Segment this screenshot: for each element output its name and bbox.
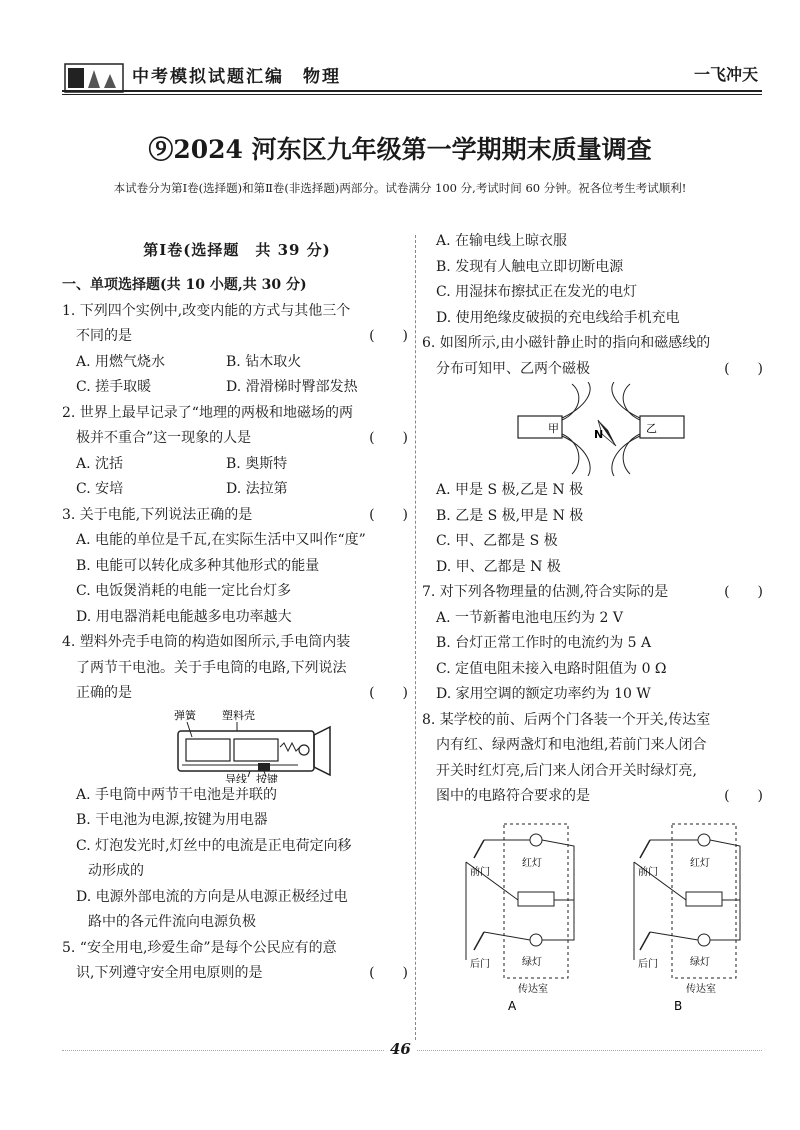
exam-title: ⑨2024 河东区九年级第一学期期末质量调查 bbox=[148, 135, 652, 164]
flashlight-diagram bbox=[62, 707, 412, 783]
answer-blank[interactable]: ( ) bbox=[369, 685, 408, 701]
option-c: C. 电饭煲消耗的电能一定比台灯多 bbox=[76, 583, 292, 599]
circuit-diagrams bbox=[422, 810, 767, 1010]
label-red-lamp-b: 红灯 bbox=[690, 857, 710, 869]
question-stem: 3. 关于电能,下列说法正确的是 ( ) bbox=[62, 503, 412, 529]
question-1 bbox=[62, 299, 412, 401]
option-d: D. 电源外部电流的方向是从电源正极经过电 bbox=[76, 888, 348, 905]
label-room-a: 传达室 bbox=[518, 983, 548, 995]
section-title: 第Ⅰ卷(选择题 共 39 分) bbox=[143, 241, 331, 259]
question-4 bbox=[62, 630, 412, 936]
answer-blank[interactable]: ( ) bbox=[369, 328, 408, 344]
question-stem: 分布可知甲、乙两个磁极 ( ) bbox=[422, 357, 767, 383]
question-stem: 了两节干电池。关于手电筒的电路,下列说法 bbox=[76, 659, 347, 676]
answer-blank[interactable]: ( ) bbox=[724, 360, 763, 377]
question-stem: 不同的是 ( ) bbox=[62, 324, 412, 350]
header-rule bbox=[62, 90, 762, 92]
option-b: B. 台灯正常工作时的电流约为 5 A bbox=[436, 635, 652, 651]
left-column bbox=[62, 233, 412, 987]
header-rule-thin bbox=[62, 94, 762, 95]
option-a: A. 手电筒中两节干电池是并联的 bbox=[76, 786, 278, 803]
header-series-title: 中考模拟试题汇编 物理 bbox=[132, 67, 341, 87]
answer-blank[interactable]: ( ) bbox=[724, 788, 763, 804]
label-shell: 塑料壳 bbox=[222, 708, 255, 722]
question-stem: 8. 某学校的前、后两个门各装一个开关,传达室 bbox=[422, 711, 711, 728]
option-d-cont: 路中的各元件流向电源负极 bbox=[88, 914, 256, 930]
option-b-label: B bbox=[674, 998, 683, 1010]
question-stem: 7. 对下列各物理量的估测,符合实际的是 ( ) bbox=[422, 580, 767, 606]
question-6 bbox=[422, 331, 767, 580]
question-stem: 2. 世界上最早记录了“地理的两极和地磁场的两 bbox=[62, 404, 353, 421]
option-d: D. 法拉第 bbox=[226, 481, 288, 497]
label-back-door-b: 后门 bbox=[638, 958, 658, 970]
option-c: C. 定值电阻未接入电路时阻值为 0 Ω bbox=[436, 660, 667, 677]
exam-instructions: 本试卷分为第Ⅰ卷(选择题)和第Ⅱ卷(非选择题)两部分。试卷满分 100 分,考试时间 60 分钟。祝各位考生考试顺利! bbox=[113, 181, 687, 195]
option-d: D. 使用绝缘皮破损的充电线给手机充电 bbox=[436, 309, 680, 326]
question-stem: 开关时红灯亮,后门来人闭合开关时绿灯亮, bbox=[436, 762, 697, 779]
header-brand: 一飞冲天 bbox=[693, 65, 758, 84]
answer-blank[interactable]: ( ) bbox=[369, 430, 408, 446]
option-c: C. 灯泡发光时,灯丝中的电流是正电荷定向移 bbox=[76, 837, 352, 854]
part-title: 一、单项选择题(共 10 小题,共 30 分) bbox=[62, 277, 307, 293]
option-a: A. 电能的单位是千瓦,在实际生活中又叫作“度” bbox=[76, 532, 366, 548]
circuit-figures bbox=[422, 810, 767, 1010]
option-d: D. 家用空调的额定功率约为 10 W bbox=[436, 686, 651, 702]
question-stem: 4. 塑料外壳手电筒的构造如图所示,手电筒内装 bbox=[62, 634, 351, 650]
option-row bbox=[62, 452, 412, 478]
question-2 bbox=[62, 401, 412, 503]
option-c: C. 甲、乙都是 S 极 bbox=[436, 533, 558, 549]
label-front-door-a: 前门 bbox=[470, 866, 490, 878]
magnetic-field-diagram bbox=[422, 382, 767, 478]
option-a-label: A bbox=[508, 998, 517, 1010]
option-d: D. 用电器消耗电能越多电功率越大 bbox=[76, 608, 292, 625]
question-stem: 5. “安全用电,珍爱生命”是每个公民应有的意 bbox=[62, 939, 337, 956]
question-7 bbox=[422, 580, 767, 708]
question-stem: 正确的是 ( ) bbox=[62, 681, 412, 707]
option-b: B. 发现有人触电立即切断电源 bbox=[436, 258, 624, 275]
label-green-lamp-a: 绿灯 bbox=[522, 956, 542, 968]
needle-n-label: N bbox=[594, 428, 604, 441]
option-d: D. 滑滑梯时臀部发热 bbox=[226, 379, 358, 395]
label-room-b: 传达室 bbox=[686, 983, 716, 995]
option-a: A. 沈括 bbox=[76, 455, 124, 472]
label-front-door-b: 前门 bbox=[638, 866, 658, 878]
option-c: C. 用湿抹布擦拭正在发光的电灯 bbox=[436, 284, 638, 300]
answer-blank[interactable]: ( ) bbox=[369, 965, 408, 981]
question-stem: 识,下列遵守安全用电原则的是 ( ) bbox=[62, 961, 412, 987]
right-column bbox=[422, 229, 767, 1010]
pole-jia: 甲 bbox=[548, 422, 559, 435]
option-b: B. 电能可以转化成多种其他形式的能量 bbox=[76, 557, 320, 574]
option-a: A. 用燃气烧水 bbox=[76, 353, 166, 370]
label-button: 按键 bbox=[256, 772, 278, 783]
answer-blank[interactable]: ( ) bbox=[369, 506, 408, 523]
label-wire: 导线 bbox=[225, 772, 247, 783]
flashlight-figure bbox=[62, 707, 412, 783]
option-row bbox=[62, 477, 412, 503]
page-number: 46 bbox=[384, 1040, 417, 1058]
option-a: A. 在输电线上晾衣服 bbox=[436, 233, 568, 249]
answer-blank[interactable]: ( ) bbox=[724, 584, 763, 600]
option-a: A. 甲是 S 极,乙是 N 极 bbox=[436, 482, 584, 498]
pole-yi: 乙 bbox=[646, 422, 657, 435]
option-row bbox=[62, 350, 412, 376]
circuit-a bbox=[466, 824, 574, 978]
question-stem: 极并不重合”这一现象的人是 ( ) bbox=[62, 426, 412, 452]
series-logo bbox=[64, 60, 124, 94]
option-b: B. 干电池为电源,按键为用电器 bbox=[76, 812, 268, 828]
option-c: C. 安培 bbox=[76, 481, 124, 497]
magnet-figure bbox=[422, 382, 767, 478]
option-c: C. 搓手取暖 bbox=[76, 379, 152, 395]
question-5 bbox=[62, 936, 412, 987]
label-spring: 弹簧 bbox=[174, 708, 196, 722]
question-stem: 1. 下列四个实例中,改变内能的方式与其他三个 bbox=[62, 302, 351, 319]
option-b: B. 乙是 S 极,甲是 N 极 bbox=[436, 507, 584, 524]
question-stem: 内有红、绿两盏灯和电池组,若前门来人闭合 bbox=[436, 737, 707, 753]
label-red-lamp-a: 红灯 bbox=[522, 857, 542, 869]
question-8 bbox=[422, 708, 767, 1010]
circuit-b bbox=[634, 824, 740, 978]
column-divider bbox=[415, 235, 416, 1045]
option-d: D. 甲、乙都是 N 极 bbox=[436, 558, 561, 575]
option-c-cont: 动形成的 bbox=[88, 863, 144, 879]
question-3 bbox=[62, 503, 412, 631]
question-stem: 6. 如图所示,由小磁针静止时的指向和磁感线的 bbox=[422, 335, 711, 351]
option-a: A. 一节新蓄电池电压约为 2 V bbox=[436, 609, 623, 626]
option-b: B. 钻木取火 bbox=[226, 353, 302, 370]
label-back-door-a: 后门 bbox=[470, 958, 490, 970]
label-green-lamp-b: 绿灯 bbox=[690, 956, 710, 968]
option-row bbox=[62, 375, 412, 401]
question-5-options bbox=[422, 229, 767, 331]
question-stem: 图中的电路符合要求的是 ( ) bbox=[422, 784, 767, 810]
option-b: B. 奥斯特 bbox=[226, 455, 288, 472]
